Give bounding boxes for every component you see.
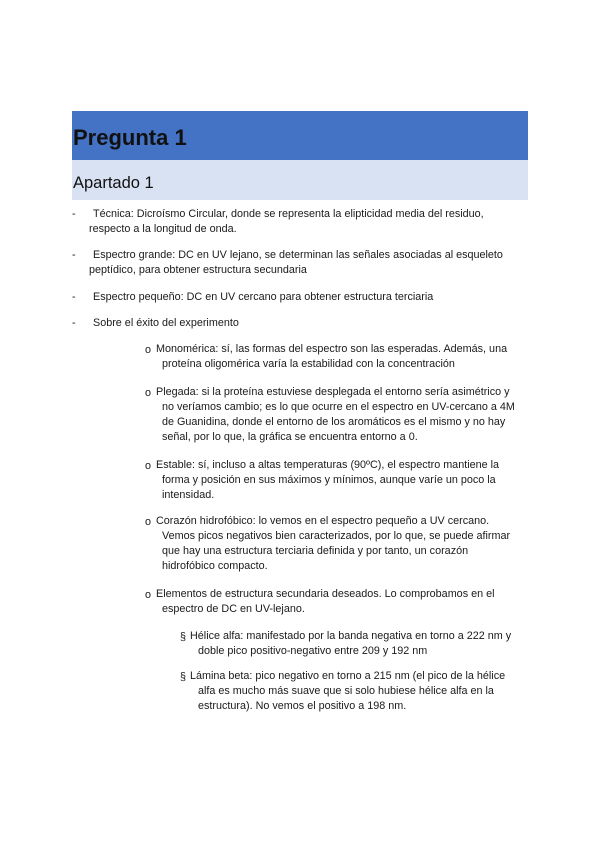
sub-list-item [156,342,507,372]
sub-list-item [156,514,510,574]
sub-list-item-line: no veríamos cambio; es lo que ocurre en el espectro en UV-cercano a 4M [162,401,515,413]
section-bullet: § [180,631,187,643]
circle-bullet: o [145,516,152,528]
list-item-line: Espectro pequeño: DC en UV cercano para obtener estructura terciaria [93,291,434,303]
sub-list-item-line: Plegada: si la proteína estuviese desplegada el entorno sería asimétrico y [156,386,510,398]
heading-1: Pregunta 1 [73,125,187,150]
subsub-list-item [190,669,505,714]
list-item [89,248,503,278]
sub-list-item-line: forma y posición en sus máximos y mínimos, aunque varíe un poco la [162,474,496,486]
sub-list-item [156,458,499,503]
sub-list-item-line: proteína oligomérica varía la estabilidad con la concentración [162,358,455,370]
subsub-list-item [190,629,511,659]
list-item-line: Sobre el éxito del experimento [93,317,239,329]
list-item-line: peptídico, para obtener estructura secundaria [89,264,307,276]
list-item [93,290,433,305]
circle-bullet: o [145,387,152,399]
sub-list-item-line: de Guanidina, donde el entorno de los aromáticos es el mismo y no hay [162,416,506,428]
sub-list-item-line: Elementos de estructura secundaria deseados. Lo comprobamos en el [156,588,495,600]
subsub-list-item-line: alfa es mucho más suave que si solo hubiese hélice alfa en la [198,685,494,697]
sub-list-item-line: intensidad. [162,489,215,501]
sub-list-item-line: Monomérica: sí, las formas del espectro son las esperadas. Además, una [156,343,508,355]
list-item-line: Técnica: Dicroísmo Circular, donde se representa la elipticidad media del residuo, [93,208,484,220]
subsub-list-item-line: estructura). No vemos el positivo a 198 nm. [198,700,407,712]
heading-2: Apartado 1 [73,174,154,192]
circle-bullet: o [145,460,152,472]
circle-bullet: o [145,344,152,356]
sub-list-item-line: Estable: sí, incluso a altas temperaturas (90ºC), el espectro mantiene la [156,459,500,471]
dash-bullet: - [72,317,76,329]
list-item-line: respecto a la longitud de onda. [89,223,237,235]
subsub-list-item-line: Hélice alfa: manifestado por la banda negativa en torno a 222 nm y [190,630,512,642]
sub-list-item-line: hidrofóbico compacto. [162,560,268,572]
dash-bullet: - [72,208,76,220]
sub-list-item [156,385,515,445]
sub-list-item [156,587,495,617]
section-bullet: § [180,671,187,683]
dash-bullet: - [72,291,76,303]
sub-list-item-line: señal, por lo que, la gráfica se encuentra entorno a 0. [162,431,418,443]
circle-bullet: o [145,589,152,601]
dash-bullet: - [72,249,76,261]
list-item [93,316,239,331]
sub-list-item-line: espectro de DC en UV-lejano. [162,603,305,615]
subsub-list-item-line: Lámina beta: pico negativo en torno a 215 nm (el pico de la hélice [190,670,506,682]
sub-list-item-line: Corazón hidrofóbico: lo vemos en el espectro pequeño a UV cercano. [156,515,490,527]
sub-list-item-line: que hay una estructura terciaria definida y por tanto, un corazón [162,545,469,557]
subsub-list-item-line: doble pico positivo-negativo entre 209 y 192 nm [198,645,428,657]
sub-list-item-line: Vemos picos negativos bien caracterizados, por lo que, se puede afirmar [162,530,511,542]
list-item [89,207,484,237]
list-item-line: Espectro grande: DC en UV lejano, se determinan las señales asociadas al esqueleto [93,249,503,261]
